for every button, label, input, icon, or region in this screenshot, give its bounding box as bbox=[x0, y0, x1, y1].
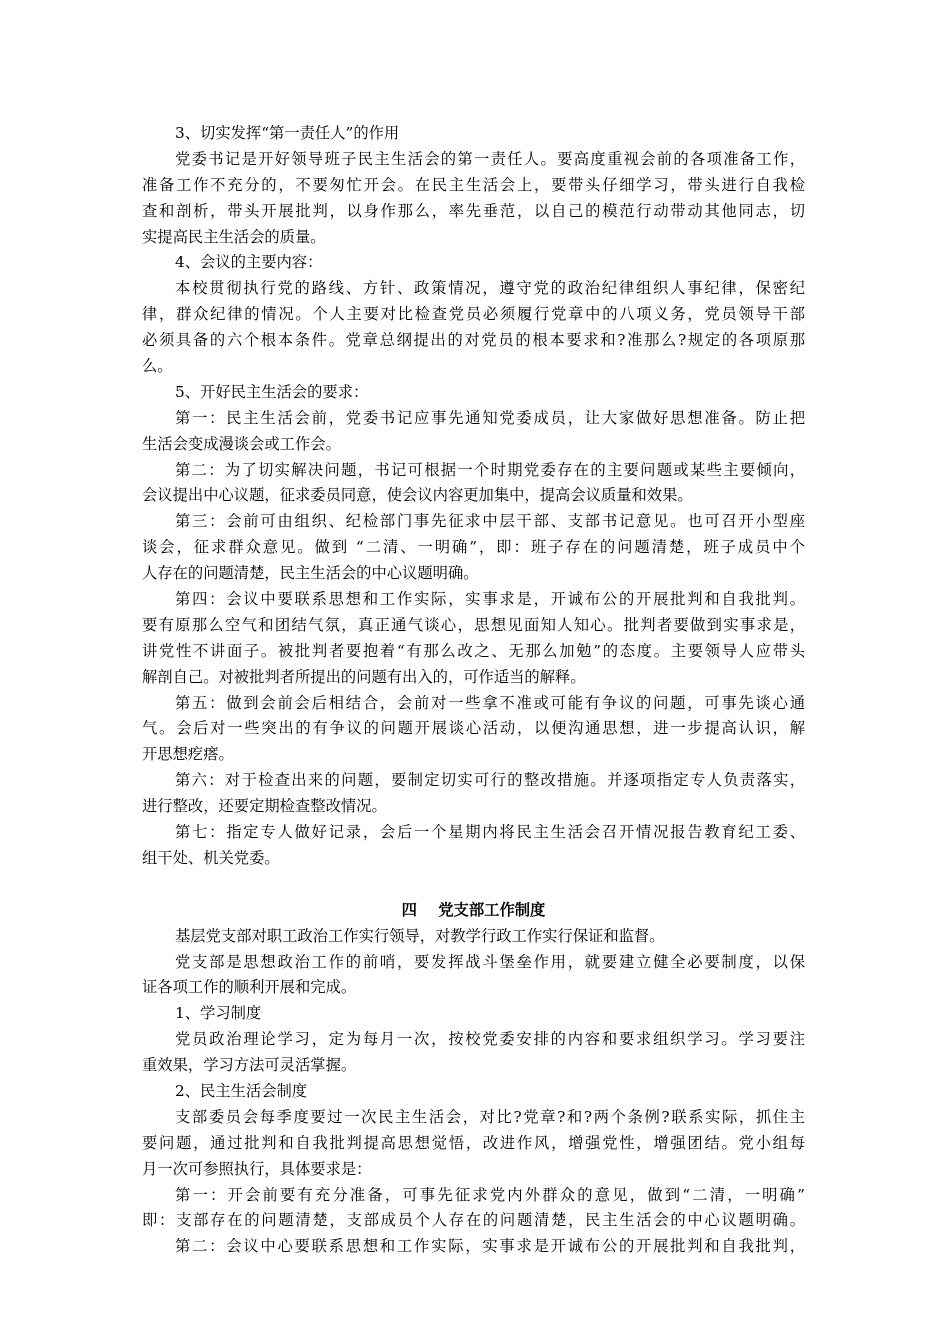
section-title: 四 党支部工作制度 bbox=[401, 900, 546, 919]
text-line: 开思想疙瘩。 bbox=[142, 745, 234, 764]
text-line: 要有原那么空气和团结气氛，真正通气谈心，思想见面知人知心。批判者要做到实事求是， bbox=[142, 615, 805, 634]
text-line: 律，群众纪律的情况。个人主要对比检查党员必须履行党章中的八项义务，党员领导干部 bbox=[142, 305, 805, 324]
text-line: 4、会议的主要内容： bbox=[175, 253, 323, 272]
text-line: 准备工作不充分的，不要匆忙开会。在民主生活会上，要带头仔细学习，带头进行自我检 bbox=[142, 175, 805, 194]
text-line: 即：支部存在的问题清楚，支部成员个人存在的问题清楚，民主生活会的中心议题明确。 bbox=[142, 1211, 805, 1230]
text-line: 第一：民主生活会前，党委书记应事先通知党委成员，让大家做好思想准备。防止把 bbox=[175, 408, 805, 427]
text-line: 本校贯彻执行党的路线、方针、政策情况，遵守党的政治纪律组织人事纪律，保密纪 bbox=[175, 279, 805, 298]
document-body-part1 bbox=[142, 121, 805, 872]
text-line: 人存在的问题清楚，民主生活会的中心议题明确。 bbox=[142, 564, 479, 583]
text-line: 么。 bbox=[142, 357, 173, 376]
text-line: 第一：开会前要有充分准备，可事先征求党内外群众的意见，做到“二清，一明确” bbox=[175, 1185, 805, 1204]
text-line: 生活会变成漫谈会或工作会。 bbox=[142, 434, 341, 453]
text-line: 党委书记是开好领导班子民主生活会的第一责任人。要高度重视会前的各项准备工作， bbox=[175, 149, 805, 168]
text-line: 实提高民主生活会的质量。 bbox=[142, 227, 326, 246]
text-line: 第二：会议中心要联系思想和工作实际，实事求是开诚布公的开展批判和自我批判， bbox=[175, 1237, 805, 1256]
text-line: 3、切实发挥“第一责任人”的作用 bbox=[175, 124, 400, 142]
text-line: 1、学习制度 bbox=[175, 1004, 262, 1023]
text-line: 必须具备的六个根本条件。党章总纲提出的对党员的根本要求和?准那么?规定的各项原那 bbox=[142, 331, 805, 350]
text-line: 第二：为了切实解决问题，书记可根据一个时期党委存在的主要问题或某些主要倾向， bbox=[175, 460, 805, 479]
text-line: 第三：会前可由组织、纪检部门事先征求中层干部、支部书记意见。也可召开小型座 bbox=[175, 512, 805, 531]
text-line: 进行整改，还要定期检查整改情况。 bbox=[142, 797, 387, 816]
document-body-part2 bbox=[142, 924, 805, 1261]
text-line: 月一次可参照执行，具体要求是： bbox=[142, 1159, 372, 1178]
text-line: 5、开好民主生活会的要求： bbox=[175, 382, 369, 401]
text-line: 谈会，征求群众意见。做到 “二清、一明确”，即：班子存在的问题清楚，班子成员中个 bbox=[142, 538, 805, 557]
text-line: 2、民主生活会制度 bbox=[175, 1081, 308, 1100]
text-line: 气。会后对一些突出的有争议的问题开展谈心活动，以便沟通思想，进一步提高认识，解 bbox=[142, 719, 805, 738]
text-line: 第六：对于检查出来的问题，要制定切实可行的整改措施。并逐项指定专人负责落实， bbox=[175, 771, 805, 790]
text-line: 第七：指定专人做好记录，会后一个星期内将民主生活会召开情况报告教育纪工委、 bbox=[175, 823, 805, 842]
text-line: 重效果，学习方法可灵活掌握。 bbox=[142, 1056, 357, 1075]
text-line: 讲党性不讲面子。被批判者要抱着“有那么改之、无那么加勉”的态度。主要领导人应带头 bbox=[142, 641, 805, 660]
text-line: 组干处、机关党委。 bbox=[142, 848, 280, 867]
document-page bbox=[142, 121, 805, 1260]
text-line: 证各项工作的顺利开展和完成。 bbox=[142, 978, 357, 997]
text-line: 第四：会议中要联系思想和工作实际，实事求是，开诚布公的开展批判和自我批判。 bbox=[175, 590, 805, 609]
text-line: 党员政治理论学习，定为每月一次，按校党委安排的内容和要求组织学习。学习要注 bbox=[175, 1030, 805, 1049]
text-line: 第五：做到会前会后相结合，会前对一些拿不准或可能有争议的问题，可事先谈心通 bbox=[175, 693, 805, 712]
text-line: 要问题，通过批判和自我批判提高思想觉悟，改进作风，增强党性，增强团结。党小组每 bbox=[142, 1133, 805, 1152]
text-line: 解剖自己。对被批判者所提出的问题有出入的，可作适当的解释。 bbox=[142, 667, 586, 686]
text-line: 支部委员会每季度要过一次民主生活会，对比?党章?和?两个条例?联系实际，抓住主 bbox=[175, 1107, 805, 1126]
text-line: 基层党支部对职工政治工作实行领导，对教学行政工作实行保证和监督。 bbox=[175, 926, 665, 945]
section-spacer bbox=[142, 872, 805, 898]
text-line: 查和剖析，带头开展批判，以身作那么，率先垂范，以自己的模范行动带动其他同志，切 bbox=[142, 201, 805, 220]
text-line: 党支部是思想政治工作的前哨，要发挥战斗堡垒作用，就要建立健全必要制度，以保 bbox=[175, 952, 805, 971]
text-line: 会议提出中心议题，征求委员同意，使会议内容更加集中，提高会议质量和效果。 bbox=[142, 486, 693, 505]
